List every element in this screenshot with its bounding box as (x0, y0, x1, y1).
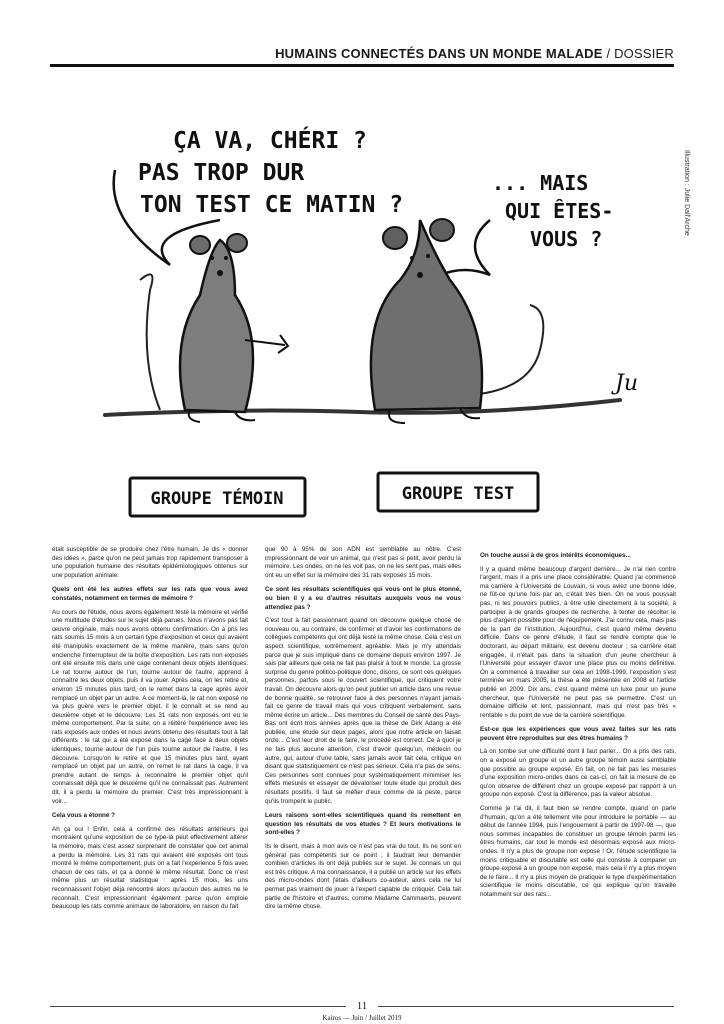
page-number: 11 (346, 1000, 378, 1012)
header-text (275, 46, 674, 61)
paragraph: était susceptible de se produire chez l'être humain. Je dis « donner des idées », parce qu'on ne peut jamais trop rapidement transposer à une population humaine des résultats épidémiologiques obtenus sur une population animale. (52, 546, 248, 579)
speech-text-right (492, 171, 613, 251)
bubble-right-line-3: VOUS ? (530, 227, 603, 251)
article-column-2 (265, 546, 461, 991)
page-footer (50, 1000, 674, 1024)
test-rat (371, 219, 543, 423)
artist-signature: Ju (615, 371, 638, 396)
bubble-left-line-1: ÇA VA, CHÉRI ? (173, 128, 367, 154)
illustration-credit: Illustration : Julie Dall'Arche (683, 150, 690, 236)
article-column-1 (52, 546, 248, 991)
label-control-group: GROUPE TÉMOIN (150, 489, 284, 509)
control-rat (140, 234, 288, 422)
rats-illustration (60, 90, 664, 530)
section-title: HUMAINS CONNECTÉS DANS UN MONDE MALADE (275, 46, 603, 61)
paragraph: C'est tout à fait passionnant quand on découvre quelque chose de nouveau ou, au contraire, de confirmer et d'avoir les confirmations de collègues compétents qui ont déjà testé la même chose. Cela c'est un aspect scientifique, extrêmement agréable. Mais je m'y attendais parce que je suis impliqué dans ce domaine depuis environ 1997. Je sais par ailleurs que cela ne fait pas plaisir à tout le monde. La grosse surprise du genre politico-politique donc, disons, ce sont ces quelques personnes, parfois sous le couvert scientifique, qui critiquent votre travail. On découvre alors qu'on peut publier un article dans une revue de bonne qualité, se retrouver face à des personnes n'ayant jamais fait ce genre de travail mais qui vous critiquent verbalement, sans même écrire un article... Des membres du Conseil de santé des Pays-Bas ont écrit trois années après que la thèse de Dirk Adang a été publiée, une étude sur deux pages, alors que notre article en faisait onze... C'est leur droit de le faire, le procédé est correct. Ce à quoi je ne fais plus aucune attention, c'est d'avoir quelqu'un, médecin ou autre, qui, autour d'une table, sans jamais avoir fait cela, critique en disant que statistiquement ce n'est pas sérieux. Cela n'a pas de sens. Ces personnes sont connues pour systématiquement minimiser les effets mesurés et essayer de dévaloriser toute étude qui produit des résultats positifs. Il faut se méfier d'eux comme de la peste, parce qu'ils trompent le public. (265, 617, 461, 805)
interview-question: On touche aussi à de gros intérêts économiques... (480, 552, 631, 559)
interview-question: Leurs raisons sont-elles scientifiques quand ils remettent en question les résultats de vos études ? Et leurs motivations le sont-elles ? (265, 812, 461, 837)
page-header (50, 44, 674, 67)
article-column-3 (480, 546, 676, 991)
paragraph: que 90 à 95% de son ADN est semblable au nôtre. C'est impressionnant de voir un animal, qui n'est pas si petit, avoir perdu la mémoire. Les ondes, on ne les voit pas, on ne les sent pas, mais elles ont eu un effet sur la mémoire des 31 rats exposés 15 mois. (265, 546, 461, 579)
paragraph: Comme je l'ai dit, il faut bien se rendre compte, quand on parle d'humain, qu'on a été tellement vite pour introduire le portable — au début de l'année 1994, puis l'engouement à partir de 1997-98 —, que nous sommes incapables de constituer un groupe témoin parmi les êtres humains, car tout le monde est désormais exposé aux micro-ondes. Il n'y a plus de groupe non exposé ! Or, l'étude scientifique la moins critiquable et discutable est celle qui consiste à comparer un groupe exposé à un groupe non exposé, mais cela il n'y a plus moyen de le faire... Il n'y a plus moyen de pratiquer le type d'expérimentation scientifique le moins discutable, ce qui explique qu'on travaille notamment sur des rats... (480, 805, 676, 898)
interview-question: Cela vous a étonné ? (52, 812, 115, 820)
bubble-right-line-1: ... MAIS (492, 171, 589, 195)
section-label: DOSSIER (614, 46, 674, 61)
paragraph: Là on tombe sur une difficulté dont il faut parler... On a pris des rats, on a exposé un groupe et un autre groupe témoin aussi semblable que possible au groupe exposé. En fait, on ne fait pas les mesures d'une exposition micro-ondes dans ce cas-ci, on fait la mesure de ce qu'on observe de différent chez un groupe exposé par rapport à un groupe non exposé. C'est la différence, pas la valeur absolue. (480, 748, 676, 799)
bubble-left-line-3: TON TEST CE MATIN ? (140, 192, 404, 218)
bubble-right-line-2: QUI ÊTES- (505, 199, 614, 223)
issue-info: Kairos — Juin / Juillet 2019 (322, 1014, 402, 1022)
speech-text-left (138, 126, 403, 218)
paragraph: Il y a quand même beaucoup d'argent derrière... Je n'ai rien contre l'argent, mais il a pris une place considérable. Quand j'ai commencé ma carrière à l'Université de Louvain, si vous aviez une bonne idée, ne fût-ce qu'une fois par an, c'était très bien. On ne vous poussait pas, ni les pouvoirs publics, à être utile directement à la société, à participer à de grands groupes de recherche, à tenter de récolter le plus d'argent possible pour de l'équipement. J'ai connu cela, mais pas de la part de l'institution. Aujourd'hui, c'est quand même devenu difficile. Dans ce genre d'étude, il faut se rendre compte que le doctorant, au départ militaire, est devenu docteur ; sa carrière était engagée, il n'était pas dans la situation d'un jeune chercheur à l'Université pour essayer d'avoir une place plus ou moins définitive. On a commencé à travailler sur cela en 1998-1999, l'exposition s'est terminée en mars 2005, la thèse a été présentée en 2008 et l'article publié en 2009. Dix ans, c'est quand même un luxe pour un jeune chercheur, que l'Université ne peut pas se permettre. C'est un domaine difficile et lent, passionnant, mais qui n'est pas très « rentable » du point de vue de la carrière scientifique. (480, 565, 676, 719)
paragraph: Au cours de l'étude, nous avons également testé la mémoire et vérifié une multitude d'études sur le sujet déjà parues. Nous n'avons pas fait œuvre originale, mais nous avons obtenu confirmation. On a pris les rats soumis 15 mois à un certain type d'exposition et ceux qui avaient été manipulés exactement de la même manière, mais sans qu'on enclenche l'interrupteur de la boîte d'exposition. Les rats non exposés ont été ensuite mis dans une cage contenant deux objets identiques. Le rat tourne autour de l'un, tourne autour de l'autre, apprend à connaître les deux objets, puis il va jouer. Après cela, on les retire et, environ 15 minutes plus tard, on le remet dans la cage après avoir remplacé un objet par un autre. A ce moment-là, le rat non exposé ne va plus guère vers le premier objet, il le connaît et se rend au deuxième objet et le découvre. Les 31 rats non exposés ont eu le même comportement. Par la suite, on a réitéré l'expérience avec les rats exposés aux ondes et nous avons obtenu des résultats tout à fait différents : le rat qui a été exposé dans la cage face à deux objets identiques, tourne autour de l'un puis tourne autour de l'autre, il les découvre. Lorsqu'on le retire et que 15 minutes plus tard, ayant remplacé un objet par un autre, on remet le rat dans la cage, il va prendre autant de temps à reconnaître le premier objet qu'il connaissait déjà que le deuxième qu'il ne connaissait pas. Autrement dit, il a perdu la mémoire du premier. C'est très impressionnant à voir... (52, 608, 248, 805)
interview-question: Ce sont les résultats scientifiques qui vous ont le plus étonné, ou bien il y a eu d'autres résultats auxquels vous ne vous attendiez pas ? (265, 586, 461, 611)
paragraph: Ah ça oui ! Enfin, cela a confirmé des résultats antérieurs qui montraient qu'une exposition de ce type-là peut effectivement altérer la mémoire, mais c'est assez surprenant de constater que cet animal a perdu la mémoire. Les 31 rats qui avaient été exposés ont tous montré le même comportement, puis on a fait l'expérience 5 fois avec chacun de ces rats, et ça a donné le même résultat. Donc ce n'est même plus un résultat statistique : après 15 mois, les uns reconnaissent l'objet déjà rencontré alors qu'aucun des autres ne le reconnaît. C'est impressionnant également parce qu'on emploie beaucoup les rats comme animaux de laboratoire, en raison du fait (52, 825, 248, 911)
interview-question: Quels ont été les autres effets sur les rats que vous avez constatés, notamment en termes de mémoire ? (52, 586, 248, 602)
bubble-left-line-2: PAS TROP DUR (138, 160, 305, 186)
paragraph: Ils le disent, mais à mon avis ce n'est pas vrai du tout. Ils ne sont en général pas compétents sur ce point ; il faudrait leur demander combien d'articles ils ont déjà publiés sur le sujet. Je connais un qui est très critique. A ma connaissance, il a publié un article sur les effets des micro-ondes dont j'étais d'ailleurs co-auteur, alors cela ne lui permet pas vraiment de jouer à l'expert capable de critiquer. Cela fait partie de l'histoire et d'autres, comme Madame Cammaerts, peuvent dire la même chose. (265, 843, 461, 911)
header-separator: / (602, 46, 615, 61)
label-test-group: GROUPE TEST (401, 484, 515, 504)
interview-question: Est-ce que les expériences que vous avez faites sur les rats peuvent être reproduites sur des êtres humains ? (480, 726, 676, 742)
article-columns (52, 546, 676, 991)
